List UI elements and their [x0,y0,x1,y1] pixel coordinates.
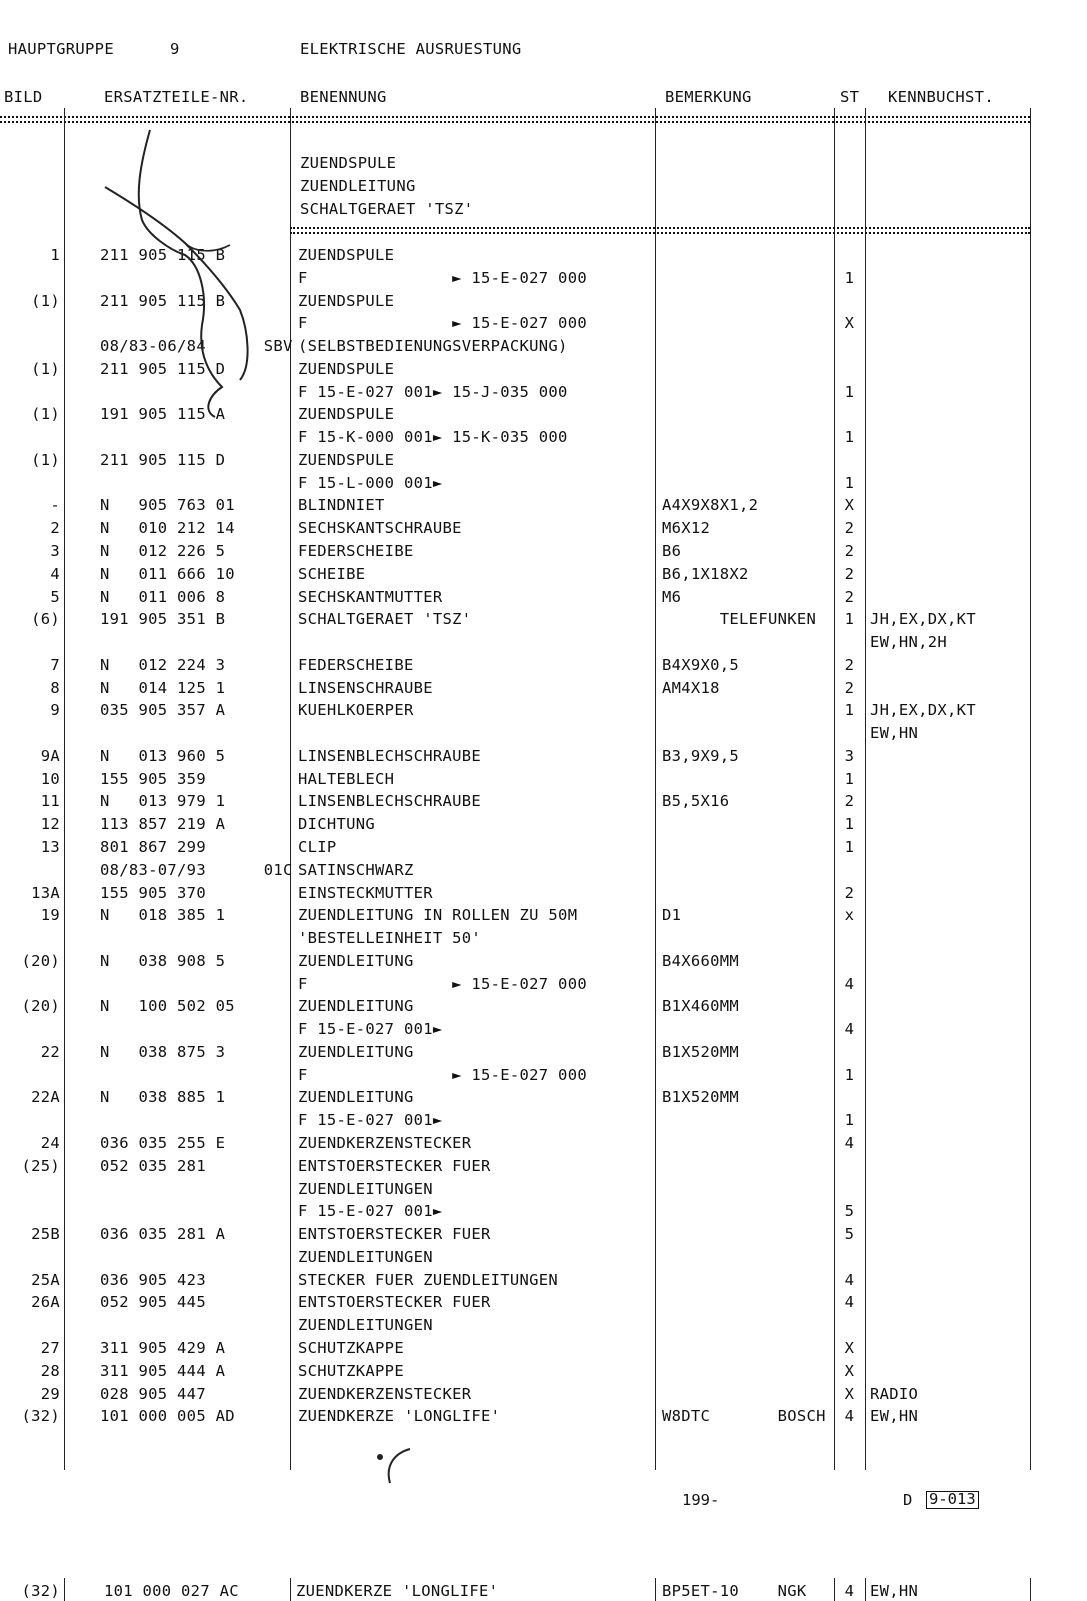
cell-st: 2 [844,678,855,697]
cell-part-number: 036 035 255 E [100,1134,226,1153]
cell-benennung: F 15-K-000 001► 15-K-035 000 [298,428,568,447]
cell-kennbuchst: RADIO [870,1384,919,1403]
cell-st: X [844,496,855,515]
col-header-bild: BILD [4,88,43,106]
cell-part-number: N 100 502 05 [100,997,235,1016]
cell-benennung: DICHTUNG [298,815,376,834]
cell-bild: 9A [40,746,60,765]
cell-benennung: SCHUTZKAPPE [298,1361,404,1380]
cell-part-number: 036 035 281 A [100,1225,226,1244]
column-divider [64,1578,65,1601]
next-row-bild: (32) [21,1582,60,1600]
cell-bild: (25) [21,1156,60,1175]
cell-benennung: 'BESTELLEINHEIT 50' [298,929,482,948]
cell-benennung: ZUENDLEITUNGEN [298,1316,433,1335]
cell-bemerkung: A4X9X8X1,2 [662,496,759,515]
cell-part-number: N 014 125 1 [100,678,226,697]
next-row-benennung: ZUENDKERZE 'LONGLIFE' [296,1582,499,1600]
cell-benennung: F 15-L-000 001► [298,473,443,492]
cell-st: 1 [844,701,855,720]
cell-benennung: LINSENBLECHSCHRAUBE [298,746,482,765]
cell-bild: 1 [50,246,60,264]
cell-part-number: 08/83-06/84 SBV [100,337,293,356]
cell-part-number: 052 905 445 [100,1293,206,1312]
cell-bemerkung: B1X460MM [662,997,740,1016]
cell-st: 2 [844,519,855,538]
cell-benennung: SCHALTGERAET 'TSZ' [298,610,472,629]
cell-bild: (20) [21,997,60,1016]
cell-benennung: ZUENDLEITUNG [298,997,414,1016]
cell-part-number: 155 905 359 [100,769,206,788]
cell-st: 4 [844,1020,855,1039]
cell-part-number: N 013 960 5 [100,746,226,765]
cell-st: 2 [844,564,855,583]
cell-bild: 13 [40,838,60,857]
cell-part-number: 036 905 423 [100,1270,206,1289]
cell-bild: 25B [31,1225,60,1244]
cell-st: 2 [844,587,855,606]
column-divider [834,108,835,1470]
cell-bild: (32) [21,1407,60,1426]
cell-st: X [844,314,855,333]
header-separator [0,121,1030,123]
cell-st: 2 [844,542,855,560]
cell-benennung: ZUENDSPULE [298,405,395,424]
cell-part-number: 155 905 370 [100,883,206,902]
section-title: ZUENDSPULE [300,154,397,172]
pen-scribble [370,1445,430,1485]
cell-st: X [844,1361,855,1380]
group-title: ELEKTRISCHE AUSRUESTUNG [300,40,522,58]
cell-benennung: ZUENDKERZENSTECKER [298,1134,472,1153]
cell-bemerkung: W8DTC BOSCH [662,1407,826,1426]
cell-benennung: ZUENDKERZENSTECKER [298,1384,472,1403]
cell-bemerkung: B5,5X16 [662,792,730,811]
cell-benennung: ZUENDLEITUNGEN [298,1179,433,1198]
cell-st: 1 [844,473,855,492]
section-separator [290,232,1030,234]
cell-bild: - [50,496,60,515]
cell-bemerkung: AM4X18 [662,678,720,697]
cell-kennbuchst: EW,HN,2H [870,633,948,652]
cell-bild: (1) [31,291,60,310]
next-row-bemerkung: BP5ET-10 NGK [662,1582,807,1600]
cell-part-number: 101 000 005 AD [100,1407,235,1426]
cell-benennung: ZUENDLEITUNG IN ROLLEN ZU 50M [298,906,578,925]
group-label: HAUPTGRUPPE [8,40,114,58]
cell-st: 4 [844,974,855,993]
cell-benennung: BLINDNIET [298,496,385,515]
column-divider [290,108,291,1470]
cell-part-number: N 038 885 1 [100,1088,226,1107]
cell-bemerkung: TELEFUNKEN [662,610,817,629]
cell-part-number: 211 905 115 D [100,450,226,469]
cell-bild: (20) [21,951,60,970]
language-code: D [903,1491,913,1509]
cell-bild: 19 [40,906,60,925]
cell-benennung: SECHSKANTSCHRAUBE [298,519,462,538]
cell-bemerkung: M6X12 [662,519,711,538]
cell-st: X [844,1338,855,1357]
cell-bild: 10 [40,769,60,788]
cell-st: 1 [844,428,855,447]
cell-benennung: ENTSTOERSTECKER FUER [298,1293,491,1312]
cell-kennbuchst: EW,HN [870,724,919,743]
cell-benennung: SCHEIBE [298,564,366,583]
cell-benennung: F 15-E-027 001► [298,1202,443,1221]
cell-st: 1 [844,1111,855,1130]
cell-bild: 22 [40,1042,60,1061]
cell-part-number: 311 905 444 A [100,1361,226,1380]
section-title: ZUENDLEITUNG [300,177,416,195]
cell-bemerkung: B6 [662,542,682,560]
cell-bild: (1) [31,359,60,378]
cell-benennung: LINSENSCHRAUBE [298,678,433,697]
cell-bild: 22A [31,1088,60,1107]
cell-benennung: ZUENDLEITUNG [298,1088,414,1107]
catalog-code: 9-013 [926,1491,979,1509]
cell-benennung: F ► 15-E-027 000 [298,268,587,287]
cell-bemerkung: B4X9X0,5 [662,655,740,674]
cell-benennung: KUEHLKOERPER [298,701,414,720]
cell-benennung: ZUENDLEITUNGEN [298,1247,433,1266]
cell-part-number: N 038 875 3 [100,1042,226,1061]
cell-bild: 3 [50,542,60,560]
cell-st: 4 [844,1293,855,1312]
column-divider [865,108,866,1470]
cell-bild: 24 [40,1134,60,1153]
next-row-st: 4 [844,1582,855,1600]
cell-bild: 28 [40,1361,60,1380]
cell-bemerkung: B3,9X9,5 [662,746,740,765]
cell-part-number: N 011 666 10 [100,564,235,583]
cell-bild: 9 [50,701,60,720]
cell-part-number: N 010 212 14 [100,519,235,538]
cell-part-number: 08/83-07/93 01C [100,860,293,879]
cell-part-number: N 038 908 5 [100,951,226,970]
page-number: 199- [682,1491,720,1509]
cell-part-number: 801 867 299 [100,838,206,857]
cell-bild: 11 [40,792,60,811]
cell-part-number: 113 857 219 A [100,815,226,834]
column-divider [655,1578,656,1601]
cell-part-number: N 012 226 5 [100,542,226,560]
cell-benennung: EINSTECKMUTTER [298,883,433,902]
next-row-kennbuchst: EW,HN [870,1582,919,1600]
column-divider [865,1578,866,1601]
cell-bemerkung: B6,1X18X2 [662,564,749,583]
cell-bemerkung: B4X660MM [662,951,740,970]
cell-benennung: FEDERSCHEIBE [298,542,414,560]
cell-st: 1 [844,610,855,629]
section-separator [290,227,1030,229]
cell-benennung: LINSENBLECHSCHRAUBE [298,792,482,811]
cell-benennung: STECKER FUER ZUENDLEITUNGEN [298,1270,559,1289]
cell-kennbuchst: JH,EX,DX,KT [870,610,976,629]
cell-bemerkung: D1 [662,906,682,925]
cell-part-number: N 013 979 1 [100,792,226,811]
cell-benennung: F 15-E-027 001► [298,1020,443,1039]
cell-st: 1 [844,268,855,287]
col-header-ersatzteile: ERSATZTEILE-NR. [104,88,249,106]
cell-bild: 26A [31,1293,60,1312]
cell-benennung: F ► 15-E-027 000 [298,1065,587,1084]
cell-bild: 8 [50,678,60,697]
cell-benennung: ZUENDSPULE [298,291,395,310]
cell-st: 4 [844,1270,855,1289]
cell-bild: (1) [31,450,60,469]
cell-bild: 12 [40,815,60,834]
column-divider [655,108,656,1470]
column-divider [290,1578,291,1601]
column-divider [1030,1578,1031,1601]
cell-benennung: CLIP [298,838,337,857]
cell-part-number: 191 905 115 A [100,405,226,424]
cell-bemerkung: M6 [662,587,682,606]
cell-part-number: 211 905 115 B [100,291,226,310]
cell-benennung: (SELBSTBEDIENUNGSVERPACKUNG) [298,337,568,356]
col-header-bemerkung: BEMERKUNG [665,88,752,106]
cell-kennbuchst: JH,EX,DX,KT [870,701,976,720]
cell-st: 1 [844,382,855,401]
cell-kennbuchst: EW,HN [870,1407,919,1426]
cell-st: 4 [844,1407,855,1426]
cell-part-number: 052 035 281 [100,1156,206,1175]
cell-bild: 7 [50,655,60,674]
cell-bemerkung: B1X520MM [662,1088,740,1107]
pen-scribble [90,125,280,425]
column-divider [1030,108,1031,1470]
cell-st: 1 [844,815,855,834]
cell-bild: 13A [31,883,60,902]
cell-part-number: 311 905 429 A [100,1338,226,1357]
cell-benennung: FEDERSCHEIBE [298,655,414,674]
cell-part-number: N 011 006 8 [100,587,226,606]
cell-st: 5 [844,1202,855,1221]
cell-st: 1 [844,1065,855,1084]
cell-st: X [844,1384,855,1403]
cell-part-number: N 905 763 01 [100,496,235,515]
cell-st: 1 [844,838,855,857]
cell-st: 3 [844,746,855,765]
cell-benennung: ENTSTOERSTECKER FUER [298,1156,491,1175]
cell-benennung: ZUENDLEITUNG [298,1042,414,1061]
cell-part-number: 035 905 357 A [100,701,226,720]
cell-st: 2 [844,792,855,811]
cell-benennung: SCHUTZKAPPE [298,1338,404,1357]
cell-part-number: N 012 224 3 [100,655,226,674]
group-number: 9 [170,40,180,58]
cell-benennung: F 15-E-027 001► 15-J-035 000 [298,382,568,401]
col-header-kennbuchst: KENNBUCHST. [888,88,994,106]
cell-part-number: 191 905 351 B [100,610,226,629]
cell-bild: (6) [31,610,60,629]
cell-bild: 5 [50,587,60,606]
cell-benennung: SECHSKANTMUTTER [298,587,443,606]
cell-bild: 4 [50,564,60,583]
cell-part-number: N 018 385 1 [100,906,226,925]
cell-st: 5 [844,1225,855,1244]
cell-st: 1 [844,769,855,788]
cell-st: 4 [844,1134,855,1153]
cell-benennung: ZUENDSPULE [298,450,395,469]
cell-part-number: 211 905 115 B [100,246,226,264]
cell-bemerkung: B1X520MM [662,1042,740,1061]
cell-st: 2 [844,883,855,902]
cell-benennung: ZUENDSPULE [298,359,395,378]
column-divider [64,108,65,1470]
cell-st: x [844,906,855,925]
cell-benennung: ZUENDSPULE [298,246,395,264]
cell-part-number: 211 905 115 D [100,359,226,378]
cell-part-number: 028 905 447 [100,1384,206,1403]
cell-st: 2 [844,655,855,674]
cell-bild: 27 [40,1338,60,1357]
cell-benennung: ENTSTOERSTECKER FUER [298,1225,491,1244]
section-title: SCHALTGERAET 'TSZ' [300,200,474,218]
cell-bild: 29 [40,1384,60,1403]
cell-benennung: HALTEBLECH [298,769,395,788]
cell-bild: 25A [31,1270,60,1289]
cell-bild: (1) [31,405,60,424]
cell-benennung: ZUENDKERZE 'LONGLIFE' [298,1407,501,1426]
cell-benennung: F ► 15-E-027 000 [298,314,587,333]
next-row-part-number: 101 000 027 AC [104,1582,239,1600]
col-header-benennung: BENENNUNG [300,88,387,106]
cell-benennung: SATINSCHWARZ [298,860,414,879]
cell-benennung: F ► 15-E-027 000 [298,974,587,993]
col-header-st: ST [840,88,860,106]
cell-benennung: F 15-E-027 001► [298,1111,443,1130]
cell-benennung: ZUENDLEITUNG [298,951,414,970]
header-separator [0,116,1030,118]
cell-bild: 2 [50,519,60,538]
